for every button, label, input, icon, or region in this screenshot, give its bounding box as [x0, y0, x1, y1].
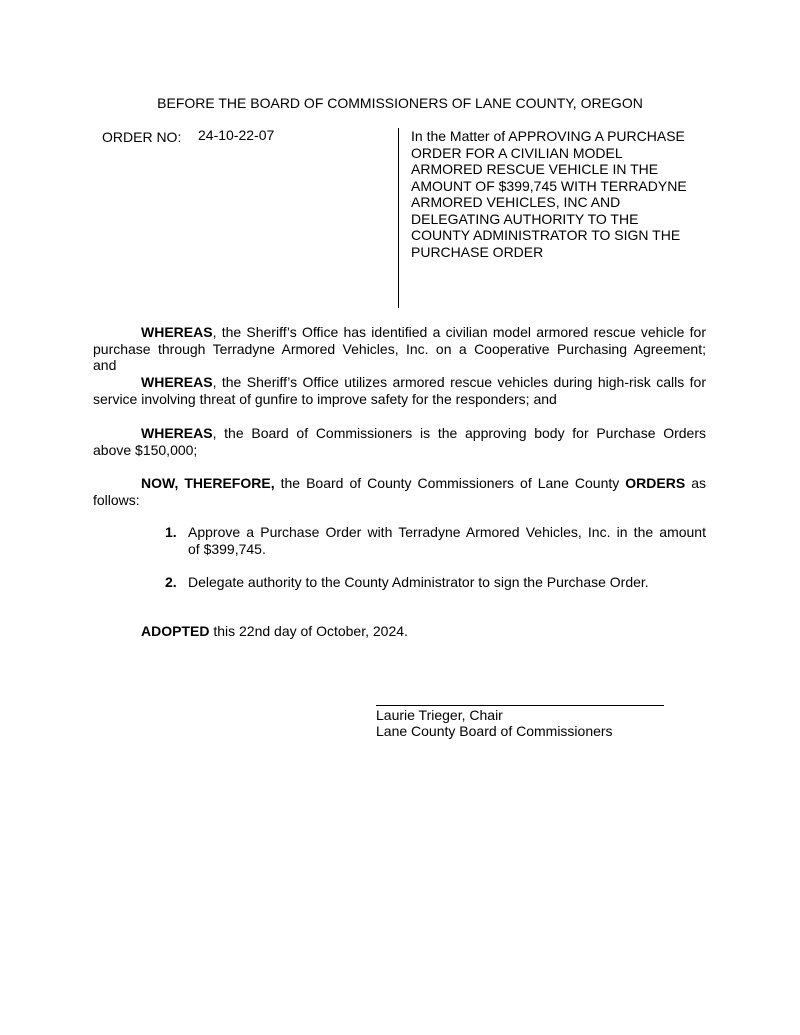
matter-line: AMOUNT OF $399,745 WITH TERRADYNE — [411, 177, 687, 194]
whereas-keyword: WHEREAS — [141, 374, 213, 390]
whereas-text: , the Sheriff’s Office utilizes armored rescue vehicles during high-risk calls for — [212, 374, 706, 390]
matter-line: ORDER FOR A CIVILIAN MODEL — [411, 144, 623, 161]
orders-keyword: ORDERS — [625, 475, 686, 491]
matter-line: COUNTY ADMINISTRATOR TO SIGN THE — [411, 227, 681, 243]
matter-line: PURCHASE ORDER — [411, 243, 544, 260]
order-item-1 — [165, 524, 706, 557]
whereas-text: , the Sheriff’s Office has identified a civilian model armored rescue vehicle for — [212, 324, 706, 340]
item-number: 2. — [165, 574, 177, 590]
item-number: 1. — [165, 524, 177, 540]
matter-line: ARMORED RESCUE VEHICLE IN THE — [411, 161, 659, 177]
whereas-text: , the Board of Commissioners is the approving body for Purchase Orders — [212, 425, 706, 441]
order-number-label: ORDER NO: — [102, 129, 182, 145]
now-therefore-keyword: NOW, THEREFORE, — [141, 475, 275, 491]
order-item-2 — [165, 574, 706, 591]
now-therefore-text: as — [685, 475, 706, 491]
matter-line: In the Matter of APPROVING A PURCHASE — [411, 128, 685, 144]
signatory-title: Lane County Board of Commissioners — [376, 723, 613, 739]
signature-line — [376, 705, 664, 706]
now-therefore-text: follows: — [93, 491, 140, 508]
item-text: of $399,745. — [188, 540, 266, 557]
adopted-keyword: ADOPTED — [141, 623, 210, 639]
now-therefore-paragraph — [93, 475, 706, 508]
whereas-text: purchase through Terradyne Armored Vehicles, Inc. on a Cooperative Purchasing Agreement; — [93, 340, 706, 357]
adopted-text: this 22nd day of October, 2024. — [209, 623, 408, 639]
item-text: Approve a Purchase Order with Terradyne Armored Vehicles, Inc. in the amount — [188, 524, 706, 540]
document-title: BEFORE THE BOARD OF COMMISSIONERS OF LANE COUNTY, OREGON — [157, 95, 643, 111]
matter-caption — [411, 128, 711, 260]
whereas-paragraph-2 — [93, 374, 706, 407]
adopted-statement — [141, 623, 408, 640]
whereas-text: above $150,000; — [93, 441, 198, 458]
order-number: 24-10-22-07 — [198, 127, 275, 143]
whereas-text: and — [93, 357, 117, 373]
whereas-keyword: WHEREAS — [141, 324, 213, 340]
whereas-paragraph-3 — [93, 425, 706, 458]
whereas-text: service involving threat of gunfire to improve safety for the responders; and — [93, 390, 557, 407]
now-therefore-text: the Board of County Commissioners of Lane County — [274, 475, 626, 491]
caption-divider — [398, 128, 399, 308]
item-text: Delegate authority to the County Administrator to sign the Purchase Order. — [188, 574, 649, 590]
signatory-name: Laurie Trieger, Chair — [376, 707, 503, 723]
matter-line: ARMORED VEHICLES, INC AND — [411, 194, 621, 210]
whereas-paragraph-1 — [93, 324, 706, 374]
matter-line: DELEGATING AUTHORITY TO THE — [411, 210, 639, 227]
whereas-keyword: WHEREAS — [141, 425, 213, 441]
